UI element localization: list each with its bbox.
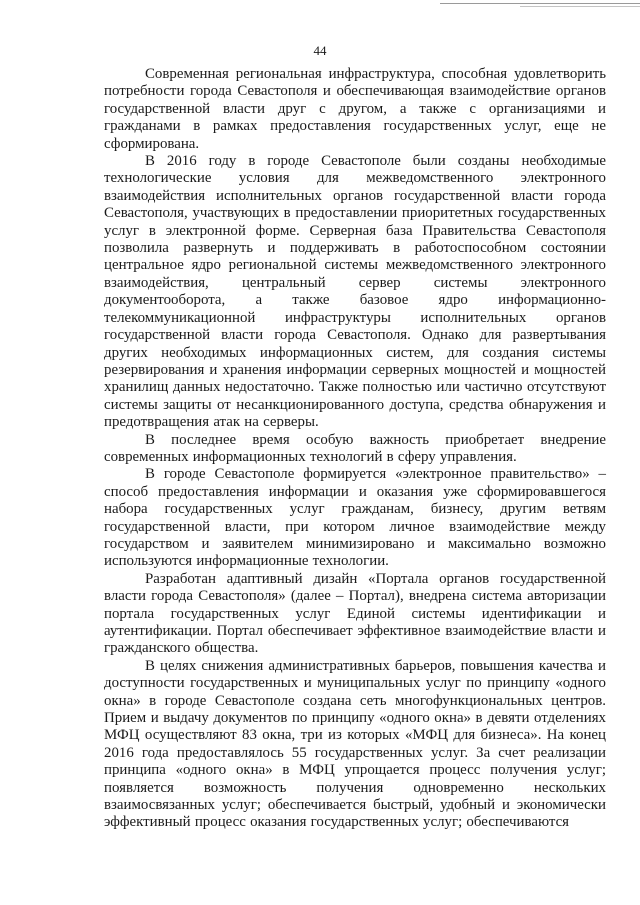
paragraph-portal: Разработан адаптивный дизайн «Портала органов государственной власти города Севастополя» (далее – Портал), внедрена система авторизации портала государственных услуг Единой системы идентификации и аутентификации. Портал обеспечивает эффективное взаимодействие власти и гражданского общества. <box>104 570 606 657</box>
paragraph-infrastructure: Современная региональная инфраструктура, способная удовлетворить потребности города Севастополя и обеспечивающая взаимодействие органов государственной власти друг с другом, а также с организациями и гражданами в рамках предоставления государственных услуг, еще не сформирована. <box>104 66 606 152</box>
scan-edge-line <box>440 3 640 4</box>
paragraph-mfc: В целях снижения административных барьеров, повышения качества и доступности государственных и муниципальных услуг по принципу «одного окна» в городе Севастополе создана сеть многофункциональных центров. Прием и выдачу документов по принципу «одного окна» в девяти отделениях МФЦ осуществляют 83 окна, три из которых «МФЦ для бизнеса». На конец 2016 года предоставлялось 55 государственных услуг. За счет реализации принципа «одного окна» в МФЦ упрощается процесс получения услуг; появляется возможность получения одновременно нескольких взаимосвязанных услуг; обеспечивается быстрый, удобный и экономически эффективный процесс оказания государственных услуг; обеспечиваются <box>104 657 606 831</box>
page-number: 44 <box>313 43 327 58</box>
paragraph-2016-conditions: В 2016 году в городе Севастополе были созданы необходимые технологические условия для межведомственного электронного взаимодействия исполнительных органов государственной власти города Севастополя, участвующих в предоставлении приоритетных государственных услуг в электронной форме. Серверная база Правительства Севастополя позволила развернуть и поддерживать в работоспособном состоянии центральное ядро региональной системы межведомственного электронного взаимодействия, центральный сервер системы электронного документооборота, а также базовое ядро информационно-телекоммуникационной инфраструктуры исполнительных органов государственной власти города Севастополя. Однако для развертывания других необходимых информационных систем, для создания системы резервирования и хранения информации серверных мощностей и мощностей хранилищ данных недостаточно. Также полностью или частично отсутствуют системы защиты от несанкционированного доступа, средства обнаружения и предотвращения атак на серверы. <box>104 153 606 431</box>
paragraph-it-adoption: В последнее время особую важность приобретает внедрение современных информационных технологий в сферу управления. <box>104 431 606 465</box>
paragraph-e-government: В городе Севастополе формируется «электронное правительство» – способ предоставления информации и оказания уже сформировавшегося набора государственных услуг гражданам, бизнесу, другим ветвям государственной власти, при котором личное взаимодействие между государством и заявителем минимизировано и максимально возможно используются информационные технологии. <box>104 466 606 570</box>
scan-edge-line <box>520 6 640 7</box>
document-body <box>104 66 606 832</box>
